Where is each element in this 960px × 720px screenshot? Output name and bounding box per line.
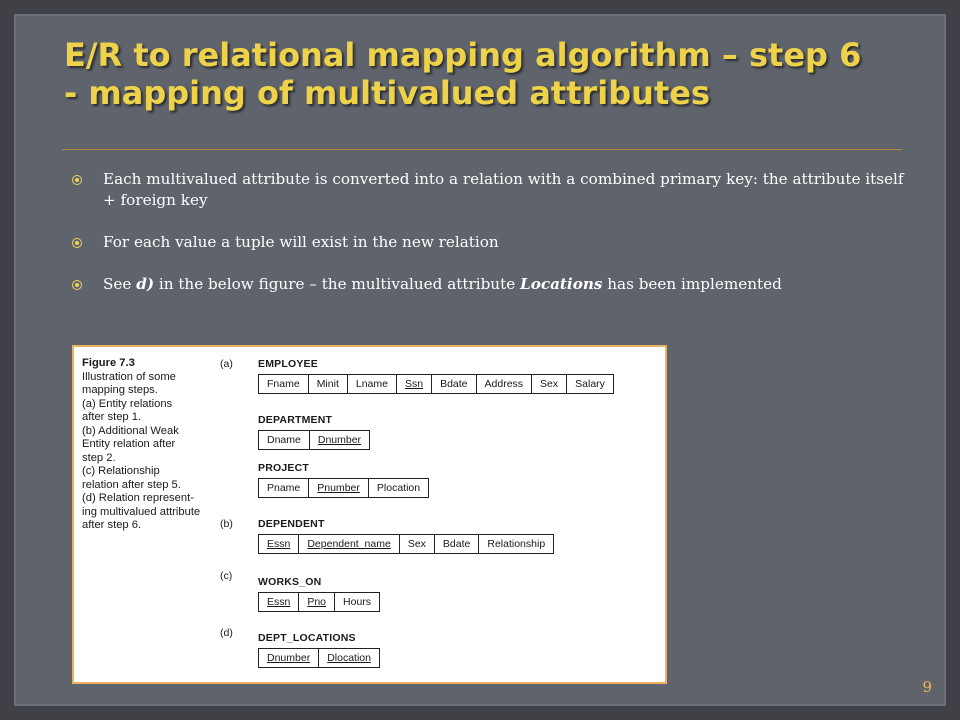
figure-reference: d) (136, 275, 155, 293)
primary-key-cell (259, 593, 299, 611)
caption-line: (d) Relation represent- (82, 492, 194, 504)
attribute-cell: Lname (348, 375, 397, 393)
primary-key-cell (299, 535, 399, 553)
attribute-cell: Hours (343, 596, 372, 608)
slide-title (64, 36, 924, 112)
key-text: Dependent_name (307, 538, 391, 550)
part-label-a: (a) (220, 358, 233, 370)
relation-name-dept-locations: DEPT_LOCATIONS (258, 632, 356, 644)
attribute-cell: Bdate (432, 375, 476, 393)
caption-line: step 2. (82, 451, 116, 464)
caption-line: Illustration of some (82, 370, 176, 383)
primary-key-cell (310, 431, 369, 449)
attribute-cell: Sex (532, 375, 567, 393)
bullet-item (72, 232, 912, 253)
bullet-item (72, 274, 912, 295)
figure-7-3 (72, 345, 667, 684)
relation-employee (258, 374, 614, 394)
caption-line: after step 1. (82, 411, 142, 423)
bullet-text-pre: See (103, 275, 137, 293)
attribute-cell: Address (477, 375, 533, 393)
attribute-cell: Dname (259, 431, 310, 449)
bullet-text-mid: in the below figure – the multivalued attribute (154, 275, 521, 293)
relation-dependent (258, 534, 554, 554)
bullet-item (72, 169, 912, 211)
bullet-icon (72, 238, 82, 248)
bullet-text-post: has been implemented (602, 275, 782, 293)
bullet-text (103, 275, 782, 293)
bullet-icon (72, 175, 82, 185)
bullet-text: For each value a tuple will exist in the new relation (103, 233, 499, 251)
key-text: Dnumber (267, 652, 311, 664)
attribute-cell: Minit (309, 375, 348, 393)
primary-key-cell (299, 593, 335, 611)
relation-name-works-on: WORKS_ON (258, 576, 322, 588)
key-text: Pnumber (317, 482, 360, 494)
relation-department (258, 430, 370, 450)
part-label-b: (b) (220, 518, 233, 530)
relation-dept-locations (258, 648, 380, 668)
attribute-cell: Plocation (376, 482, 421, 494)
caption-line: mapping steps. (82, 384, 158, 396)
caption-line: Entity relation after (82, 438, 176, 450)
attribute-cell: Bdate (435, 535, 479, 553)
relation-name-dependent: DEPENDENT (258, 518, 325, 530)
key-text: Essn (267, 538, 291, 550)
caption-line: relation after step 5. (82, 478, 181, 491)
attribute-cell: Salary (575, 378, 605, 390)
key-text: Dlocation (327, 652, 371, 664)
slide (14, 14, 946, 706)
figure-caption-title: Figure 7.3 (82, 357, 135, 369)
caption-line: (a) Entity relations (82, 397, 173, 410)
caption-line: (b) Additional Weak (82, 424, 179, 437)
attribute-cell: Pname (259, 479, 309, 497)
title-line-2: - mapping of multivalued attributes (64, 74, 710, 112)
title-divider (62, 149, 902, 150)
relation-name-employee: EMPLOYEE (258, 358, 318, 370)
attribute-cell: Sex (400, 535, 435, 553)
primary-key-cell (319, 649, 379, 667)
key-text: Essn (267, 596, 291, 608)
page-number: 9 (922, 678, 932, 696)
relation-name-project: PROJECT (258, 462, 309, 474)
primary-key-cell (259, 649, 319, 667)
caption-line: ing multivalued attribute (82, 505, 201, 518)
key-text: Dnumber (317, 434, 362, 446)
relation-works-on (258, 592, 380, 612)
primary-key-cell (397, 375, 432, 393)
figure-caption (82, 357, 212, 533)
bullet-icon (72, 280, 82, 290)
primary-key-cell (259, 535, 299, 553)
caption-line: after step 6. (82, 519, 142, 531)
title-line-1: E/R to relational mapping algorithm – step 6 (64, 36, 862, 74)
relation-project (258, 478, 429, 498)
caption-line: (c) Relationship (82, 465, 160, 477)
attribute-name: Locations (520, 275, 603, 293)
key-text: Pno (307, 596, 327, 608)
attribute-cell: Fname (259, 375, 309, 393)
bullet-list (72, 169, 912, 316)
relation-name-department: DEPARTMENT (258, 414, 333, 426)
key-text: Ssn (404, 378, 424, 390)
attribute-cell: Relationship (487, 538, 546, 550)
primary-key-cell (309, 479, 369, 497)
bullet-text: Each multivalued attribute is converted into a relation with a combined primary key: the attribute itself + foreign key (103, 170, 904, 209)
part-label-c: (c) (220, 570, 233, 582)
part-label-d: (d) (220, 627, 233, 639)
